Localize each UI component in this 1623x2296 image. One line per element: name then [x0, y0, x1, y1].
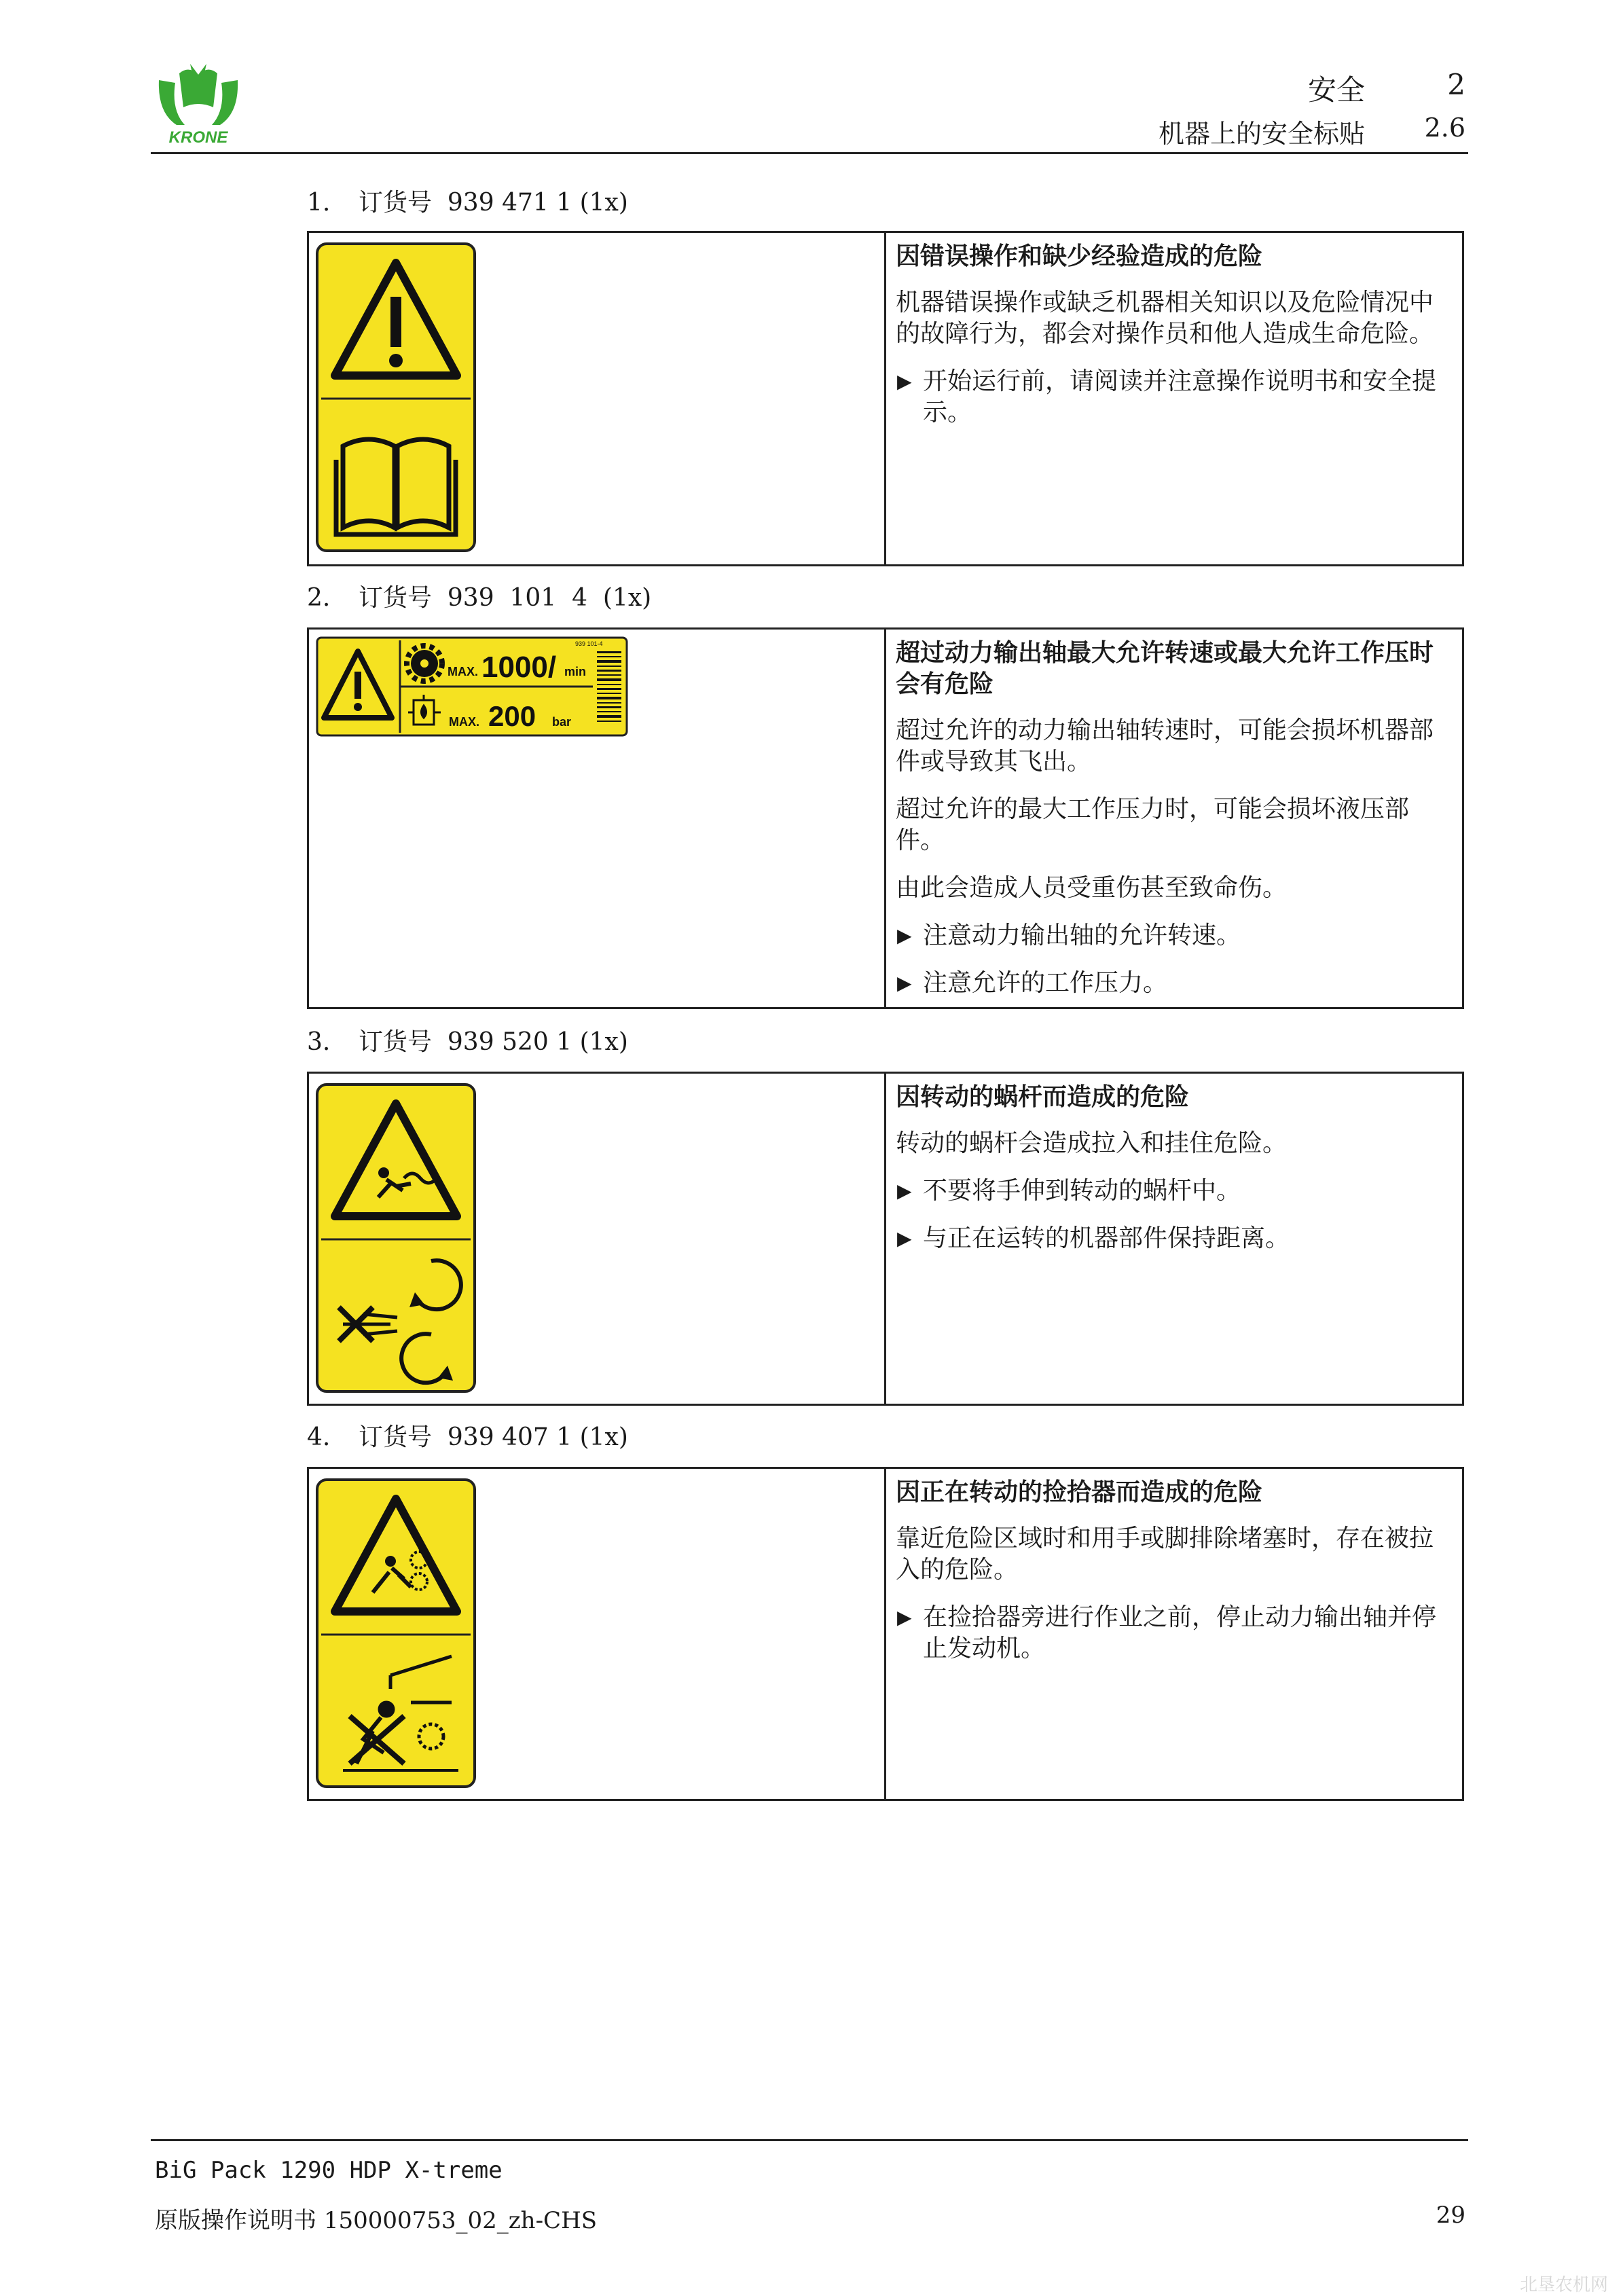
label-image-cell: [309, 630, 886, 1007]
hazard-text: 靠近危险区域时和用手或脚排除堵塞时，存在被拉入的危险。: [896, 1525, 1434, 1584]
watermark: 北垦农机网: [1519, 2275, 1608, 2295]
instruction-item: ▶ 与正在运转的机器部件保持距离。: [897, 1224, 1290, 1252]
speed-prefix: MAX.: [448, 665, 478, 678]
pickup-sticker: [316, 1478, 476, 1788]
krone-logo: [151, 60, 246, 148]
hazard-title: 因正在转动的捡拾器而造成的危险: [896, 1478, 1263, 1506]
item-caption: 2. 订货号 939 101 4 (1x): [307, 584, 652, 612]
chapter-title: 安全: [1307, 73, 1365, 107]
hazard-text: 超过允许的最大工作压力时，可能会损坏液压部件。: [896, 795, 1410, 854]
label-description: [886, 1074, 1462, 1404]
label-description: [886, 1469, 1462, 1799]
instruction-item: ▶ 在捡拾器旁进行作业之前，停止动力输出轴并停止发动机。: [897, 1603, 1437, 1662]
header-divider: [151, 152, 1468, 154]
chapter-number: 2: [1447, 68, 1465, 101]
pressure-unit: bar: [552, 715, 572, 729]
item-caption: 3. 订货号 939 520 1 (1x): [307, 1028, 628, 1056]
pressure-prefix: MAX.: [449, 715, 479, 729]
svg-text:KRONE: KRONE: [168, 128, 228, 147]
safety-label-table: [307, 1467, 1464, 1801]
label-image-cell: [309, 1469, 886, 1799]
section-number: 2.6: [1424, 113, 1465, 143]
safety-label-table: [307, 627, 1464, 1009]
warning-sticker: [316, 242, 476, 552]
speed-value: 1000/: [481, 651, 557, 684]
item-caption: 4. 订货号 939 407 1 (1x): [307, 1423, 628, 1451]
pto-speed-sticker: [316, 636, 628, 737]
label-image-cell: [309, 233, 886, 564]
pressure-value: 200: [488, 700, 536, 732]
auger-sticker: [316, 1083, 476, 1393]
hazard-text: 机器错误操作或缺乏机器相关知识以及危险情况中的故障行为，都会对操作员和他人造成生命危险。: [896, 289, 1434, 348]
label-description: [886, 233, 1462, 564]
hazard-text: 超过允许的动力输出轴转速时，可能会损坏机器部件或导致其飞出。: [896, 716, 1434, 776]
footer-document: 原版操作说明书 150000753_02_zh-CHS: [155, 2207, 598, 2234]
section-title: 机器上的安全标贴: [1158, 119, 1365, 149]
safety-label-table: [307, 231, 1464, 566]
footer-model: BiG Pack 1290 HDP X-treme: [155, 2157, 503, 2184]
item-caption: 1. 订货号 939 471 1 (1x): [307, 189, 628, 217]
hazard-title: 因错误操作和缺少经验造成的危险: [896, 242, 1263, 270]
sticker-part-number: 939 101-4: [575, 640, 603, 647]
hazard-text: 由此会造成人员受重伤甚至致命伤。: [896, 874, 1288, 902]
safety-label-table: [307, 1072, 1464, 1406]
instruction-item: ▶ 注意动力输出轴的允许转速。: [897, 922, 1241, 949]
hazard-text: 转动的蜗杆会造成拉入和挂住危险。: [896, 1129, 1288, 1157]
footer-divider: [151, 2139, 1468, 2141]
instruction-item: ▶ 不要将手伸到转动的蜗杆中。: [897, 1177, 1241, 1205]
hazard-title: 因转动的蜗杆而造成的危险: [896, 1083, 1190, 1111]
hazard-title: 超过动力输出轴最大允许转速或最大允许工作压时会有危险: [896, 639, 1434, 698]
instruction-item: ▶ 注意允许的工作压力。: [897, 969, 1168, 997]
label-description: [886, 630, 1462, 1007]
label-image-cell: [309, 1074, 886, 1404]
instruction-item: ▶ 开始运行前，请阅读并注意操作说明书和安全提示。: [897, 367, 1437, 426]
page-number: 29: [1436, 2202, 1465, 2229]
speed-unit: min: [564, 665, 587, 678]
